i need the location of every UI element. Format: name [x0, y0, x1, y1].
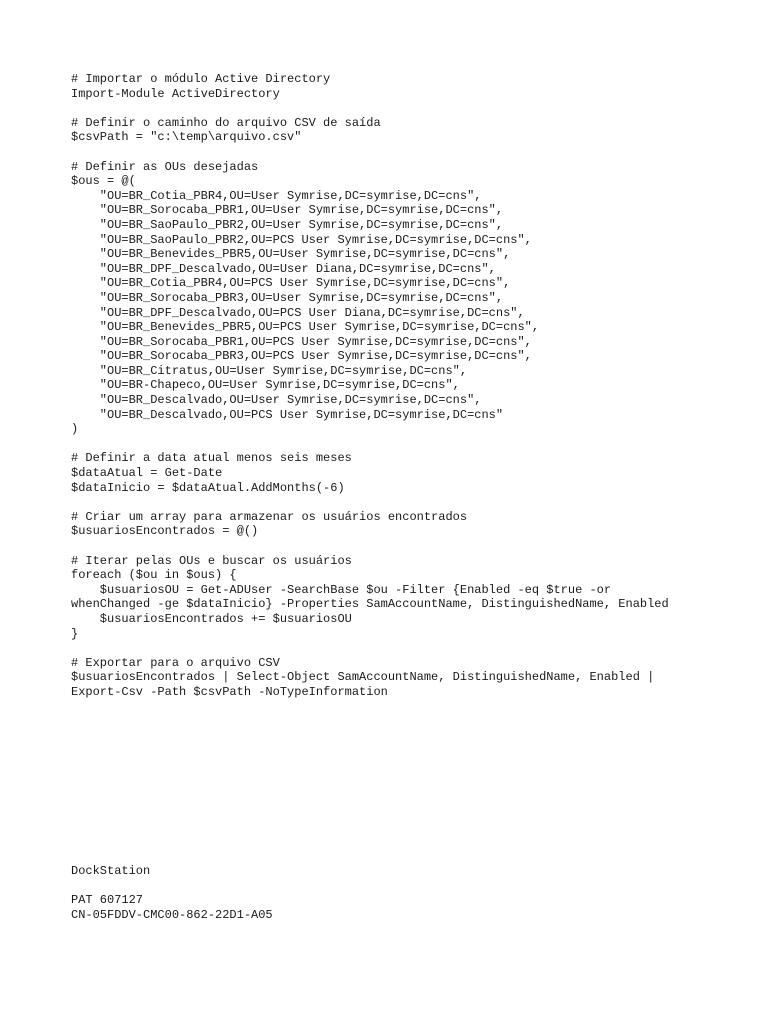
blank-line	[71, 879, 273, 894]
code-line: "OU=BR_Sorocaba_PBR1,OU=User Symrise,DC=symrise,DC=cns",	[71, 203, 504, 218]
code-line: "OU=BR_DPF_Descalvado,OU=PCS User Diana,DC=symrise,DC=cns",	[71, 305, 525, 320]
code-line: "OU=BR_Sorocaba_PBR1,OU=PCS User Symrise,DC=symrise,DC=cns",	[71, 334, 532, 349]
code-line: $ous = @(	[71, 174, 136, 189]
code-line: $usuariosOU = Get-ADUser -SearchBase $ou -Filter {Enabled -eq $true -or	[71, 582, 612, 597]
code-comment-line: # Importar o módulo Active Directory	[71, 72, 331, 86]
code-comment-line: # Definir as OUs desejadas	[71, 159, 259, 174]
code-line: "OU=BR_Descalvado,OU=PCS User Symrise,DC=symrise,DC=cns"	[71, 407, 504, 422]
code-comment-line: # Iterar pelas OUs e buscar os usuários	[71, 553, 352, 568]
code-line: $usuariosEncontrados = @()	[71, 524, 259, 539]
code-line: whenChanged -ge $dataInicio} -Properties SamAccountName, DistinguishedName, Enabled	[71, 597, 669, 612]
blank-line	[71, 495, 751, 510]
code-line: "OU=BR_Cotia_PBR4,OU=User Symrise,DC=symrise,DC=cns",	[71, 188, 482, 203]
code-line: "OU=BR_Cotia_PBR4,OU=PCS User Symrise,DC=symrise,DC=cns",	[71, 276, 511, 291]
code-line: "OU=BR_Benevides_PBR5,OU=PCS User Symrise,DC=symrise,DC=cns",	[71, 320, 540, 335]
serial-number: CN-05FDDV-CMC00-862-22D1-A05	[71, 907, 273, 922]
blank-line	[71, 539, 751, 554]
code-line: "OU=BR_Sorocaba_PBR3,OU=PCS User Symrise,DC=symrise,DC=cns",	[71, 349, 532, 364]
code-line: "OU=BR_Sorocaba_PBR3,OU=User Symrise,DC=symrise,DC=cns",	[71, 290, 504, 305]
blank-line	[71, 101, 751, 116]
code-line: "OU=BR_DPF_Descalvado,OU=User Diana,DC=symrise,DC=cns",	[71, 261, 496, 276]
powershell-script	[71, 72, 751, 700]
code-comment-line: # Definir o caminho do arquivo CSV de saída	[71, 115, 381, 130]
footer-notes	[71, 864, 273, 922]
blank-line	[71, 641, 751, 656]
blank-line	[71, 145, 751, 160]
code-line: "OU=BR_Benevides_PBR5,OU=User Symrise,DC=symrise,DC=cns",	[71, 247, 511, 262]
code-line: "OU=BR-Chapeco,OU=User Symrise,DC=symrise,DC=cns",	[71, 378, 460, 393]
code-line: foreach ($ou in $ous) {	[71, 568, 237, 583]
code-line: "OU=BR_SaoPaulo_PBR2,OU=PCS User Symrise,DC=symrise,DC=cns",	[71, 232, 532, 247]
code-comment-line: # Criar um array para armazenar os usuários encontrados	[71, 509, 468, 524]
code-line: $dataAtual = Get-Date	[71, 466, 223, 481]
code-line: }	[71, 626, 79, 641]
code-comment-line: # Exportar para o arquivo CSV	[71, 655, 280, 670]
code-line: Export-Csv -Path $csvPath -NoTypeInformation	[71, 684, 388, 699]
code-line: )	[71, 422, 79, 437]
blank-line	[71, 437, 751, 452]
device-name: DockStation	[71, 864, 151, 878]
code-line: "OU=BR_SaoPaulo_PBR2,OU=User Symrise,DC=symrise,DC=cns",	[71, 217, 504, 232]
code-comment-line: # Definir a data atual menos seis meses	[71, 451, 352, 466]
pat-number: PAT 607127	[71, 893, 144, 908]
code-line: $csvPath = "c:\temp\arquivo.csv"	[71, 130, 302, 145]
code-line: $usuariosEncontrados += $usuariosOU	[71, 611, 352, 626]
code-line: $dataInicio = $dataAtual.AddMonths(-6)	[71, 480, 345, 495]
code-line: "OU=BR_Citratus,OU=User Symrise,DC=symrise,DC=cns",	[71, 363, 468, 378]
code-line: "OU=BR_Descalvado,OU=User Symrise,DC=symrise,DC=cns",	[71, 393, 482, 408]
code-line: $usuariosEncontrados | Select-Object SamAccountName, DistinguishedName, Enabled |	[71, 670, 655, 685]
code-line: Import-Module ActiveDirectory	[71, 86, 280, 101]
